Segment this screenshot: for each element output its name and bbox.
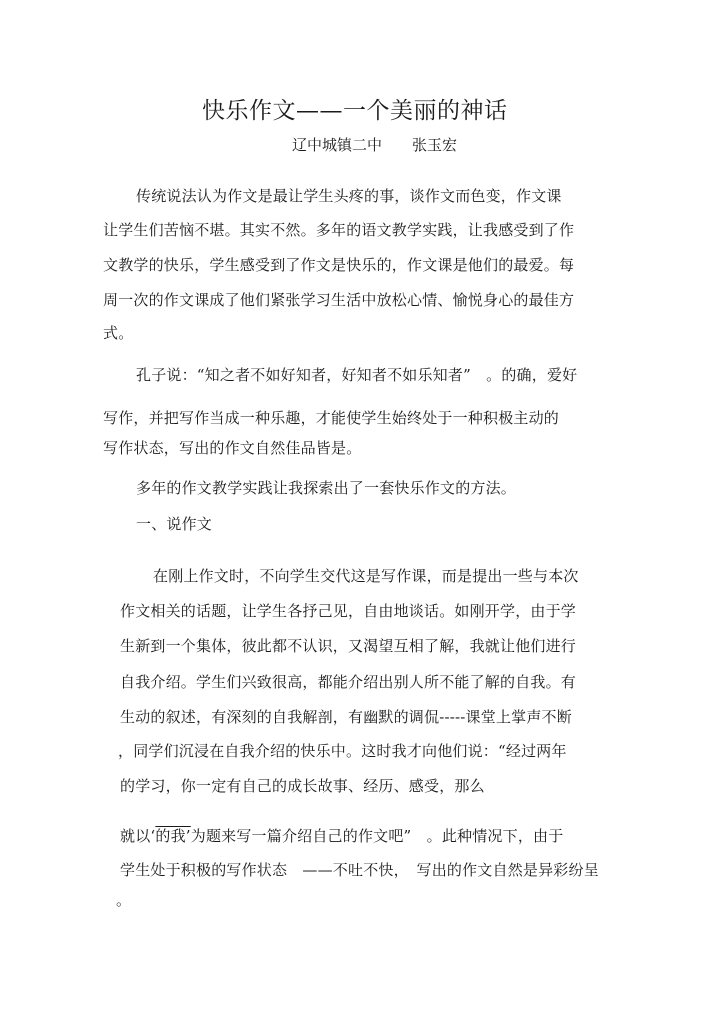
- paragraph-line: ，同学们沉浸在自我介绍的快乐中。这时我才向他们说：“经过两年: [118, 742, 567, 760]
- paragraph-line: 自我介绍。学生们兴致很高，都能介绍出别人所不能了解的自我。有: [120, 673, 577, 691]
- marked-phrase: 的我’: [155, 827, 191, 845]
- line-prefix: 就以‘: [120, 827, 156, 845]
- paragraph-line: 学生处于积极的写作状态 ——不吐不快， 写出的作文自然是异彩纷呈: [120, 861, 599, 879]
- paragraph-line: 写作状态，写出的作文自然佳品皆是。: [103, 439, 362, 457]
- paragraph-line: 传统说法认为作文是最让学生头疼的事，谈作文而色变，作文课: [136, 187, 562, 205]
- author-school: 辽中城镇二中: [292, 136, 383, 154]
- paragraph-line: [120, 826, 563, 846]
- author-line: [292, 134, 457, 155]
- line-rest: 为题来写一篇介绍自己的作文吧” 。此种情况下，由于: [190, 827, 564, 845]
- paragraph-line: 周一次的作文课成了他们紧张学习生活中放松心情、愉悦身心的最佳方: [103, 291, 575, 309]
- paragraph-line: 的学习，你一定有自己的成长故事、经历、感受，那么: [120, 777, 485, 795]
- document-title: 快乐作文——一个美丽的神话: [202, 98, 508, 124]
- paragraph-line: 在刚上作文时，不向学生交代这是写作课，而是提出一些与本次: [153, 567, 579, 585]
- paragraph-line: 。: [116, 891, 132, 909]
- paragraph-line: 生动的叙述，有深刻的自我解剖，有幽默的调侃-----课堂上掌声不断: [120, 708, 572, 726]
- paragraph-line: 多年的作文教学实践让我探索出了一套快乐作文的方法。: [136, 479, 517, 497]
- paragraph-line: 作文相关的话题，让学生各抒己见，自由地谈话。如刚开学，由于学: [120, 602, 577, 620]
- section-heading: 一、说作文: [136, 515, 213, 533]
- author-name: 张玉宏: [412, 136, 458, 154]
- paragraph-line: 生新到一个集体，彼此都不认识，又渴望互相了解，我就让他们进行: [120, 637, 577, 655]
- paragraph-line: 文教学的快乐，学生感受到了作文是快乐的，作文课是他们的最爱。每: [103, 256, 575, 274]
- paragraph-line: 孔子说：“知之者不如好知者，好知者不如乐知者” 。的确，爱好: [136, 366, 578, 384]
- paragraph-line: 写作，并把写作当成一种乐趣，才能使学生始终处于一种积极主动的: [103, 409, 560, 427]
- paragraph-line: 让学生们苦恼不堪。其实不然。多年的语文教学实践，让我感受到了作: [103, 221, 575, 239]
- paragraph-line: 式。: [103, 324, 134, 342]
